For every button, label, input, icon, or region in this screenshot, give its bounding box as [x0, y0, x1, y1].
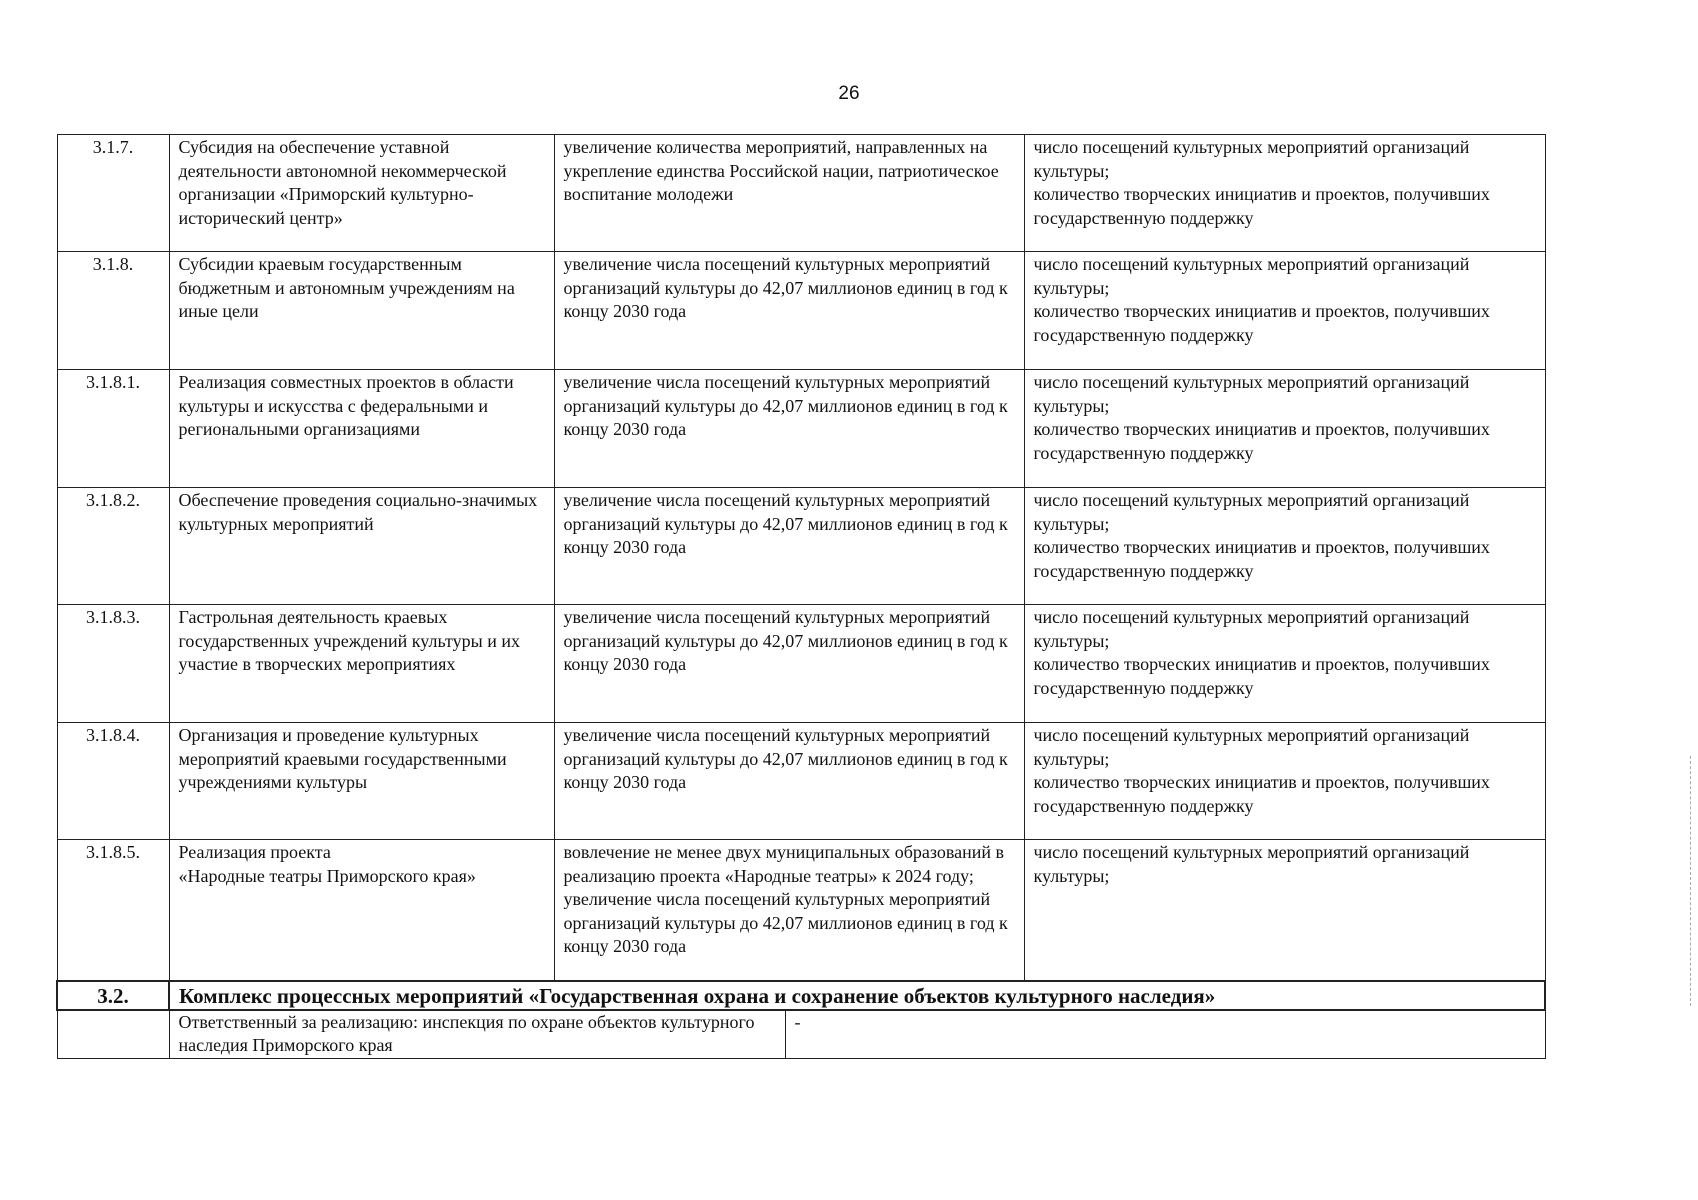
section-row — [57, 981, 1545, 1010]
table-row — [57, 488, 1545, 605]
responsible-value: - — [794, 1011, 801, 1032]
table-row — [57, 723, 1545, 840]
expected-result: увеличение числа посещений культурных мероприятий организаций культуры до 42,07 миллионов единиц в год к концу 2030 года — [554, 252, 1024, 370]
responsible-text: Ответственный за реализацию: инспекция по охране объектов культурного наследия Приморского края — [178, 1011, 755, 1055]
measure-name: Реализация совместных проектов в области культуры и искусства с федеральными и региональными организациями — [169, 370, 554, 488]
indicators: число посещений культурных мероприятий организаций культуры; количество творческих инициатив и проектов, получивших государственную поддержку — [1024, 488, 1545, 605]
row-number: 3.1.8.2. — [57, 488, 169, 605]
expected-result: увеличение числа посещений культурных мероприятий организаций культуры до 42,07 миллионов единиц в год к концу 2030 года — [554, 488, 1024, 605]
table-row — [57, 840, 1545, 981]
expected-result: увеличение числа посещений культурных мероприятий организаций культуры до 42,07 миллионов единиц в год к концу 2030 года — [554, 370, 1024, 488]
expected-result: увеличение числа посещений культурных мероприятий организаций культуры до 42,07 миллионов единиц в год к концу 2030 года — [554, 605, 1024, 723]
responsible-content — [179, 1011, 1545, 1058]
measures-table — [56, 134, 1546, 1059]
table-row — [57, 605, 1545, 723]
page-number: 26 — [838, 83, 860, 104]
table-row — [57, 252, 1545, 370]
measure-name: Субсидия на обеспечение уставной деятельности автономной некоммерческой организации «Приморский культурно-исторический центр» — [169, 135, 554, 252]
row-number: 3.1.8.5. — [57, 840, 169, 981]
responsible-cell — [169, 1010, 1545, 1059]
empty-cell — [57, 1010, 169, 1059]
measure-name: Организация и проведение культурных мероприятий краевыми государственными учреждениями культуры — [169, 723, 554, 840]
expected-result: увеличение числа посещений культурных мероприятий организаций культуры до 42,07 миллионов единиц в год к концу 2030 года — [554, 723, 1024, 840]
measure-name: Реализация проекта «Народные театры Приморского края» — [169, 840, 554, 981]
row-number: 3.1.8.3. — [57, 605, 169, 723]
row-number: 3.1.8.1. — [57, 370, 169, 488]
indicators: число посещений культурных мероприятий организаций культуры; количество творческих инициатив и проектов, получивших государственную поддержку — [1024, 605, 1545, 723]
indicators: число посещений культурных мероприятий организаций культуры; количество творческих инициатив и проектов, получивших государственную поддержку — [1024, 135, 1545, 252]
row-number: 3.1.8. — [57, 252, 169, 370]
table-row — [57, 135, 1545, 252]
measure-name: Гастрольная деятельность краевых государственных учреждений культуры и их участие в творческих мероприятиях — [169, 605, 554, 723]
indicators: число посещений культурных мероприятий организаций культуры; количество творческих инициатив и проектов, получивших государственную поддержку — [1024, 370, 1545, 488]
section-number: 3.2. — [57, 981, 169, 1010]
measure-name: Субсидии краевым государственным бюджетным и автономным учреждениям на иные цели — [169, 252, 554, 370]
expected-result: вовлечение не менее двух муниципальных образований в реализацию проекта «Народные театры» к 2024 году; увеличение числа посещений культурных мероприятий организаций культуры до 42,07 миллионов единиц в год к концу 2030 года — [554, 840, 1024, 981]
measure-name: Обеспечение проведения социально-значимых культурных мероприятий — [169, 488, 554, 605]
row-number: 3.1.8.4. — [57, 723, 169, 840]
row-number: 3.1.7. — [57, 135, 169, 252]
indicators: число посещений культурных мероприятий организаций культуры; количество творческих инициатив и проектов, получивших государственную поддержку — [1024, 252, 1545, 370]
indicators: число посещений культурных мероприятий организаций культуры; — [1024, 840, 1545, 981]
responsible-row — [57, 1010, 1545, 1059]
table-row — [57, 370, 1545, 488]
section-title: Комплекс процессных мероприятий «Государственная охрана и сохранение объектов культурного наследия» — [169, 981, 1545, 1010]
expected-result: увеличение количества мероприятий, направленных на укрепление единства Российской нации, патриотическое воспитание молодежи — [554, 135, 1024, 252]
indicators: число посещений культурных мероприятий организаций культуры; количество творческих инициатив и проектов, получивших государственную поддержку — [1024, 723, 1545, 840]
margin-scan-mark — [1690, 756, 1691, 1006]
